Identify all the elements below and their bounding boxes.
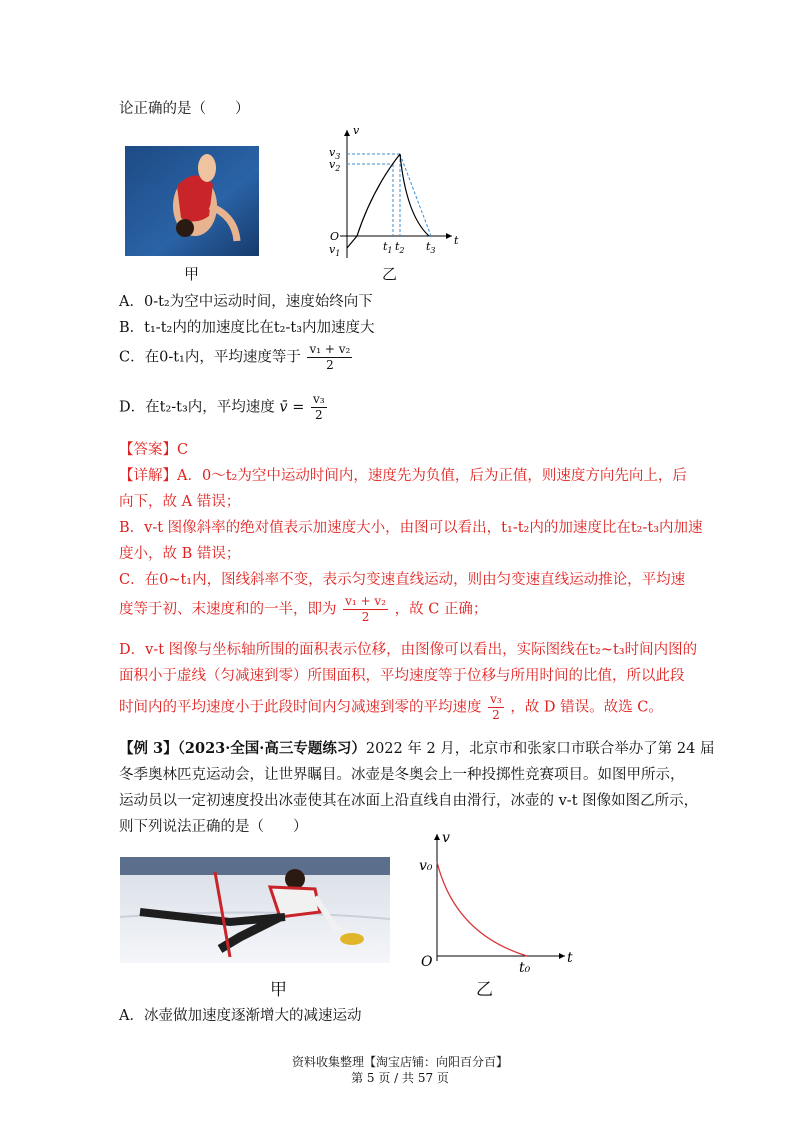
explanation-line-9-fraction: [488, 692, 504, 723]
explanation-line-1: 【详解】A．0～t₂为空中运动时间内，速度先为负值，后为正值，则速度方向先向上，后: [119, 468, 687, 484]
fig1-v3-label: $v_3$: [329, 146, 341, 161]
option-c-text: C．在0-t₁内，平均速度等于: [119, 349, 301, 366]
option-c-numerator: v₁ + v₂: [309, 342, 351, 356]
option-c: [119, 342, 354, 373]
fig1-v1-label: $v_1$: [329, 243, 341, 258]
fig2-vt-graph: [415, 826, 585, 976]
option-d: [119, 392, 329, 423]
option-d-text: D．在t₂-t₃内，平均速度: [119, 399, 275, 416]
explanation-line-9: [119, 692, 663, 723]
fig1-origin: O: [330, 230, 340, 243]
curling-photo: [120, 857, 390, 963]
fig1-t1-label: $t_1$: [383, 240, 393, 255]
answer-value: C: [177, 442, 189, 458]
footer-page-number: 第 5 页 / 共 57 页: [351, 1071, 449, 1085]
fig2-v0-label: v₀: [419, 858, 433, 874]
explanation-line-6-numerator: v₁ + v₂: [345, 594, 386, 608]
option-d-denominator: 2: [314, 408, 323, 422]
fig2-t0-label: t₀: [519, 960, 531, 976]
fig2-origin: O: [421, 954, 433, 970]
option-d-vbar: v̄: [279, 399, 288, 416]
answer-line: [119, 438, 188, 459]
explanation-line-5: C．在0~t₁内，图线斜率不变，表示匀变速直线运动，则由匀变速直线运动推论，平均速: [119, 572, 686, 588]
explanation-line-6-suffix: ，故 C 正确；: [394, 601, 488, 618]
answer-label: 【答案】: [119, 442, 177, 458]
explanation-line-9-numerator: v₃: [490, 692, 502, 706]
option-d-equals: =: [292, 399, 305, 416]
explanation-line-8: 面积小于虚线（匀减速到零）所围面积，平均速度等于位移与所用时间的比值，所以此段: [119, 668, 685, 684]
fig2-t-axis-label: t: [567, 950, 573, 966]
footer-source: 资料收集整理【淘宝店铺：向阳百分百】: [291, 1055, 508, 1069]
q2-option-a: A．冰壶做加速度逐渐增大的减速运动: [119, 1008, 362, 1024]
fig2-velocity-curve: [437, 862, 527, 956]
explanation-line-2: 向下，故 A 错误；: [119, 494, 241, 510]
example-3-line-3: 运动员以一定初速度投出冰壶使其在冰面上沿直线自由滑行，冰壶的 v-t 图像如图乙所示，: [119, 793, 699, 809]
question-tail: 论正确的是（ ）: [119, 101, 250, 117]
fig1-graph-caption: 乙: [382, 265, 398, 283]
example-3-tag: 【例 3】: [119, 740, 178, 757]
explanation-line-9-text: 时间内的平均速度小于此段时间内匀减速到零的平均速度: [119, 699, 482, 716]
explanation-line-6-fraction: [343, 594, 388, 625]
example-3-line-4: 则下列说法正确的是（ ）: [119, 819, 308, 835]
explanation-line-4: 度小，故 B 错误；: [119, 546, 241, 562]
explanation-line-6-text: 度等于初、末速度和的一半，即为: [119, 601, 337, 618]
option-c-fraction: [307, 342, 352, 373]
option-d-numerator: v₃: [313, 392, 325, 406]
fig1-v2-label: $v_2$: [329, 158, 341, 173]
fig2-graph-caption: 乙: [476, 980, 493, 1000]
explanation-line-9-suffix: ，故 D 错误。故选 C。: [510, 699, 663, 716]
fig1-vt-graph: [320, 120, 470, 265]
explanation-line-9-denominator: 2: [492, 708, 500, 722]
example-3-line-2: 冬季奥林匹克运动会，让世界瞩目。冰壶是冬奥会上一种投掷性竞赛项目。如图甲所示，: [119, 767, 685, 783]
example-3-text: 2022 年 2 月，北京市和张家口市联合举办了第 24 届: [365, 741, 715, 757]
fig1-t2-label: $t_2$: [395, 240, 405, 255]
fig1-v-axis-label: v: [353, 124, 360, 137]
example-3-source: （2023·全国·高三专题练习）: [177, 740, 366, 757]
explanation-line-3: B．v-t 图像斜率的绝对值表示加速度大小，由图可以看出，t₁-t₂内的加速度比在t₂-t₃内加速: [119, 520, 703, 536]
explanation-line-6-denominator: 2: [361, 610, 370, 624]
fig2-v-axis-label: v: [442, 830, 450, 846]
option-c-denominator: 2: [326, 358, 334, 372]
explanation-line-6: [119, 594, 487, 625]
diver-photo: [125, 146, 259, 256]
fig1-t-axis-label: t: [454, 234, 459, 247]
fig1-photo-caption: 甲: [184, 265, 200, 283]
option-b: B．t₁-t₂内的加速度比在t₂-t₃内加速度大: [119, 320, 375, 336]
example-3-line-1: [119, 737, 714, 758]
explanation-line-7: D．v-t 图像与坐标轴所围的面积表示位移，由图像可以看出，实际图线在t₂~t₃时间内图的: [119, 642, 698, 658]
fig2-photo-caption: 甲: [270, 980, 287, 1000]
option-a: A．0-t₂为空中运动时间，速度始终向下: [119, 294, 373, 310]
fig1-t3-label: $t_3$: [426, 240, 436, 255]
option-d-fraction: [311, 392, 327, 423]
